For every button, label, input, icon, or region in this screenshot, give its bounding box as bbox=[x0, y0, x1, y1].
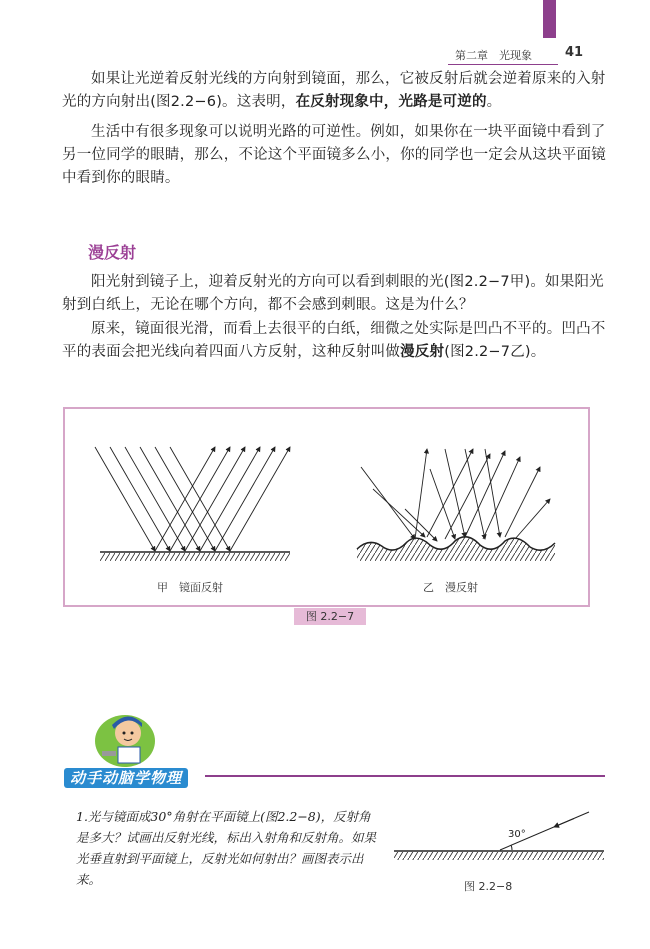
chapter-tab bbox=[543, 0, 556, 38]
specular-rays bbox=[95, 447, 290, 551]
section-title: 漫反射 bbox=[88, 243, 137, 262]
figure-2-2-8 bbox=[394, 810, 614, 870]
angle-label: 30° bbox=[508, 829, 526, 840]
paragraph-1: 如果让光逆着反射光线的方向射到镜面，那么，它被反射后就会逆着原来的入射光的方向射出(图2.2−6)。这表明，在反射现象中，光路是可逆的。 bbox=[62, 71, 606, 110]
chapter-title: 第二章 光现象 bbox=[455, 49, 532, 62]
header-rule bbox=[448, 64, 558, 65]
activity-banner: 动手动脑学物理 bbox=[64, 768, 188, 788]
question-1: 1.光与镜面成30°角射在平面镜上(图2.2−8)，反射角是多大？试画出反射光线，标出入射角和反射角。如果光垂直射到平面镜上，反射光如何射出？画图表示出来。 bbox=[76, 809, 377, 887]
bold-phrase: 在反射现象中，光路是可逆的 bbox=[295, 94, 487, 110]
activity-rule bbox=[205, 775, 605, 777]
specular-label: 甲 镜面反射 bbox=[157, 581, 223, 594]
mirror-hatch-228 bbox=[394, 852, 604, 860]
mirror-hatch bbox=[100, 553, 290, 561]
cartoon-boy-icon bbox=[92, 707, 158, 769]
angle-arc bbox=[511, 845, 512, 850]
reflection-diagram bbox=[65, 409, 588, 605]
figure-caption-228: 图 2.2−8 bbox=[464, 880, 513, 893]
paragraph-4: 原来，镜面很光滑，而看上去很平的白纸，细微之处实际是凹凸不平的。凹凸不平的表面会把光线向着四面八方反射，这种反射叫做漫反射(图2.2−7乙)。 bbox=[62, 321, 606, 360]
bold-term: 漫反射 bbox=[400, 344, 445, 360]
paragraph-2: 生活中有很多现象可以说明光路的可逆性。例如，如果你在一块平面镜中看到了另一位同学的眼睛，那么，不论这个平面镜多么小，你的同学也一定会从这块平面镜中看到你的眼睛。 bbox=[62, 124, 606, 186]
paragraph-3: 阳光射到镜子上，迎着反射光的方向可以看到刺眼的光(图2.2−7甲)。如果阳光射到白纸上，无论在哪个方向，都不会感到刺眼。这是为什么？ bbox=[62, 274, 604, 313]
diffuse-label: 乙 漫反射 bbox=[423, 581, 478, 594]
ray-arrow bbox=[554, 819, 574, 828]
page-number: 41 bbox=[565, 45, 584, 60]
page-header bbox=[455, 45, 584, 63]
diffuse-rays bbox=[361, 449, 550, 541]
figure-caption-227: 图 2.2−7 bbox=[294, 608, 366, 625]
figure-2-2-7 bbox=[63, 407, 590, 607]
